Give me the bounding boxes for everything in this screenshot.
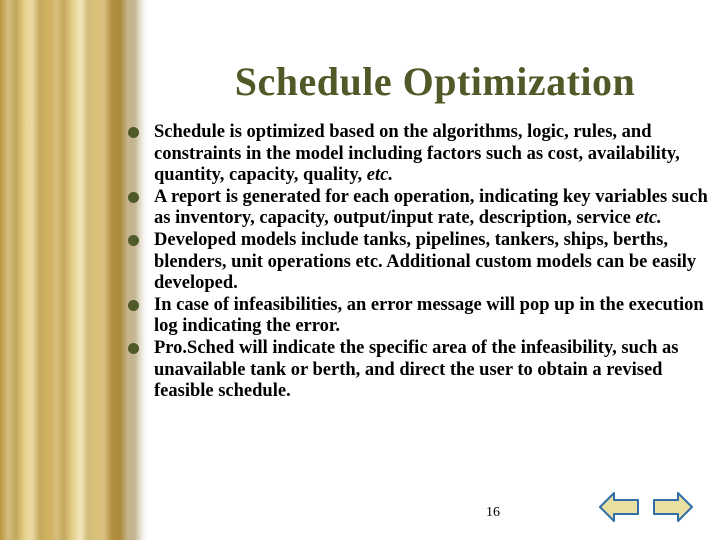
bullet-dot-icon bbox=[128, 300, 139, 311]
bullet-item bbox=[126, 230, 716, 295]
bullet-dot-icon bbox=[128, 235, 139, 246]
slide-title: Schedule Optimization bbox=[234, 59, 636, 104]
bullet-etc: etc. bbox=[635, 208, 662, 229]
bullet-item bbox=[126, 122, 716, 187]
bullet-text: In case of infeasibilities, an error message will pop up in the execution log indicating the error. bbox=[154, 294, 704, 337]
left-arrow-icon bbox=[598, 490, 640, 524]
bullet-text: Schedule is optimized based on the algorithms, logic, rules, and constraints in the model including factors such as cost, availability, quantity, capacity, quality, bbox=[154, 122, 680, 186]
next-slide-button[interactable] bbox=[652, 490, 694, 524]
bullet-text: A report is generated for each operation, indicating key variables such as inventory, capacity, output/input rate, description, service bbox=[154, 186, 708, 229]
previous-slide-button[interactable] bbox=[598, 490, 640, 524]
bullet-list bbox=[126, 122, 716, 403]
bullet-item bbox=[126, 187, 716, 230]
bullet-dot-icon bbox=[128, 343, 139, 354]
bullet-item bbox=[126, 338, 716, 403]
bullet-text: Developed models include tanks, pipelines, tankers, ships, berths, blenders, unit operations etc. Additional custom models can be easily developed. bbox=[154, 229, 697, 294]
bullet-text: Pro.Sched will indicate the specific area of the infeasibility, such as unavailable tank or berth, and direct the user to obtain a revised feasible schedule. bbox=[154, 337, 679, 402]
page-number: 16 bbox=[486, 505, 500, 520]
right-arrow-icon bbox=[652, 490, 694, 524]
bullet-item bbox=[126, 295, 716, 338]
bullet-dot-icon bbox=[128, 127, 139, 138]
bullet-etc: etc. bbox=[366, 165, 393, 186]
bullet-dot-icon bbox=[128, 192, 139, 203]
